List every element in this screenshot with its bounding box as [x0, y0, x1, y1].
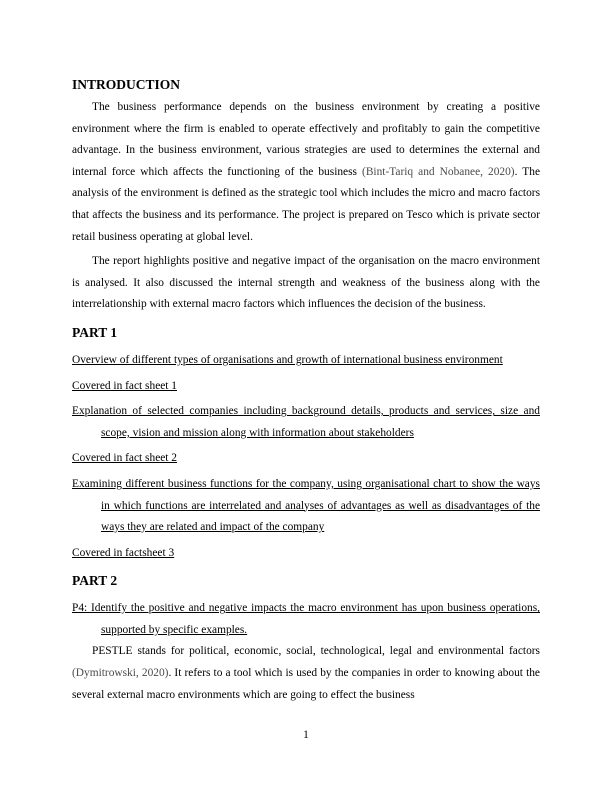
part1-item-functions: Examining different business functions for the company, using organisational chart to show the ways in which functions are interrelated and analyses of advantages as well as disadvantages of the ways they are related and impact of the company — [72, 477, 540, 534]
part1-cover-2: Covered in fact sheet 2 — [72, 452, 178, 465]
intro-paragraph-1 — [72, 97, 540, 248]
p4-title: P4: Identify the positive and negative impacts the macro environment has upon business operations, supported by specific examples. — [72, 602, 540, 636]
citation-bint-tariq: (Bint-Tariq and Nobanee, 2020) — [362, 165, 515, 178]
intro-paragraph-2: The report highlights positive and negative impact of the organisation on the macro environment is analysed. It also discussed the internal strength and weakness of the business along with the interrelationship with external macro factors which influences the decision of the business. — [72, 255, 540, 311]
pestle-text: PESTLE stands for political, economic, social, technological, legal and environmental factors — [92, 645, 540, 658]
intro-p1-rest: . The analysis of the environment is defined as the strategic tool which includes the micro and macro factors that affects the business and its performance. The project is prepared on Tesco which is private sector retail business operating at global level. — [72, 165, 541, 243]
introduction-heading: INTRODUCTION — [72, 77, 181, 92]
part1-item-overview: Overview of different types of organisations and growth of international business environment — [72, 353, 503, 366]
pestle-paragraph — [72, 641, 540, 706]
part1-item-explanation: Explanation of selected companies including background details, products and services, size and scope, vision and mission along with information about stakeholders — [72, 405, 540, 439]
part1-cover-1: Covered in fact sheet 1 — [72, 379, 178, 392]
document-page — [72, 76, 540, 706]
part2-heading: PART 2 — [72, 573, 118, 589]
part1-heading: PART 1 — [72, 324, 118, 340]
citation-dymitrowski: (Dymitrowski, 2020) — [72, 667, 169, 680]
intro-p1-text: The business performance depends on the business environment by creating a positive environment where the firm is enabled to operate effectively and profitably to gain the competitive advantage. In the business environment, various strategies are used to determines the external and internal force which affects the functioning of the business — [72, 101, 540, 178]
page-number: 1 — [303, 729, 309, 741]
part1-cover-3: Covered in factsheet 3 — [72, 546, 175, 559]
pestle-rest: . It refers to a tool which is used by the companies in order to knowing about the several external macro environments which are going to effect the business — [72, 667, 540, 701]
